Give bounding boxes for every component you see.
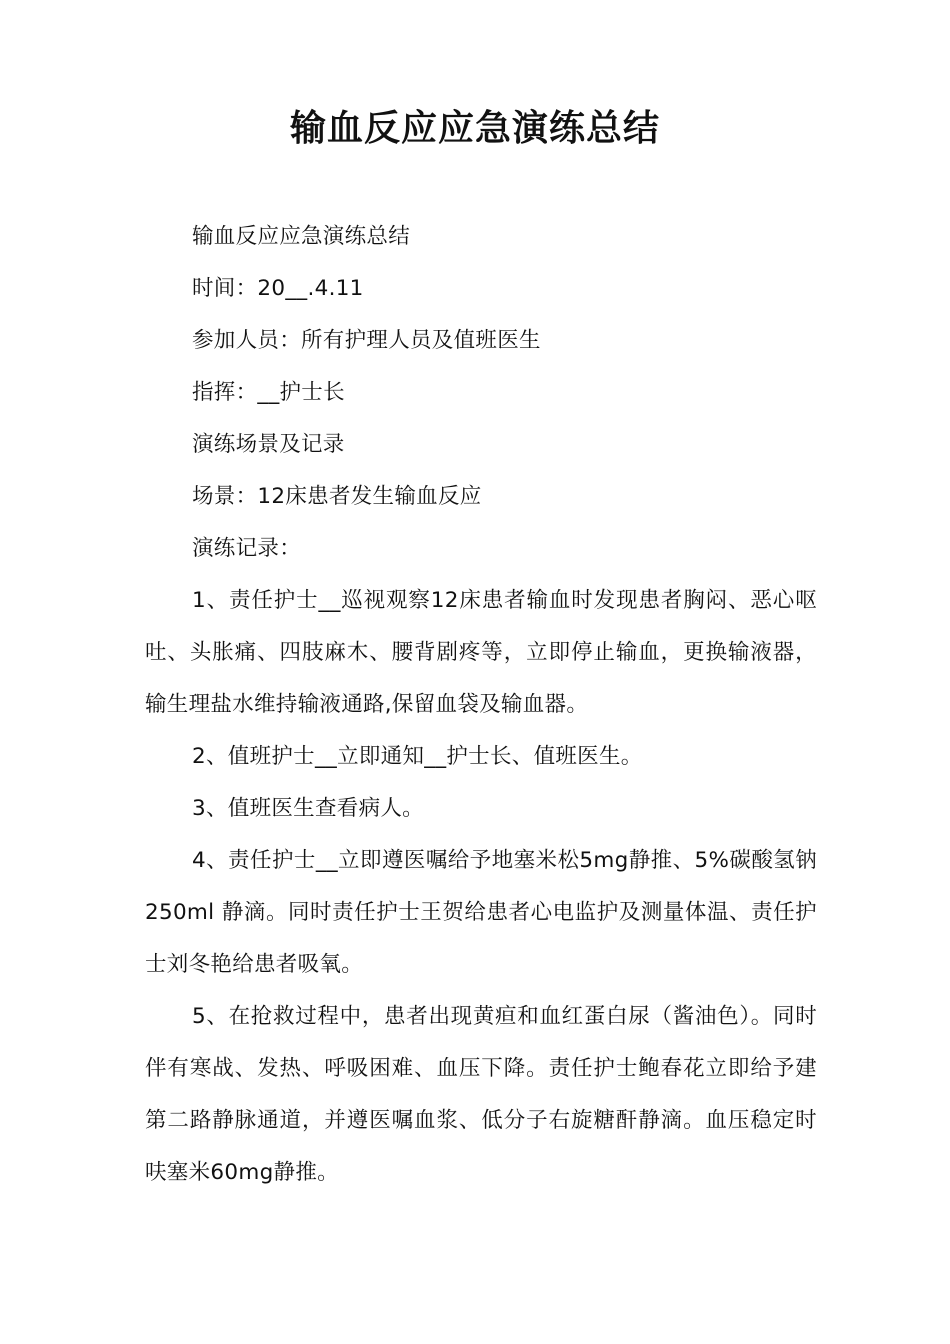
paragraph-participants: 参加人员：所有护理人员及值班医生 [192, 328, 541, 353]
paragraph-step-4: 4、责任护士__立即遵医嘱给予地塞米松5mg静推、5%碳酸氢钠 250ml 静滴。同时责任护士王贺给患者心电监护及测量体温、责任护士刘冬艳给患者吸氧。 [145, 848, 817, 977]
paragraph-step-5: 5、在抢救过程中，患者出现黄疸和血红蛋白尿（酱油色）。同时伴有寒战、发热、呼吸困难、血压下降。责任护士鲍春花立即给予建第二路静脉通道，并遵医嘱血浆、低分子右旋糖酐静滴。血压稳定时呋塞米60mg静推。 [145, 1004, 817, 1185]
document-title: 输血反应应急演练总结 [289, 108, 660, 149]
paragraph-record-heading: 演练记录： [192, 536, 302, 561]
paragraph-commander: 指挥：__护士长 [192, 380, 345, 405]
paragraph-heading: 输血反应应急演练总结 [192, 224, 411, 249]
paragraph-step-2: 2、值班护士__立即通知__护士长、值班医生。 [192, 744, 643, 769]
paragraph-step-3: 3、值班医生查看病人。 [192, 796, 424, 821]
paragraph-scene: 场景：12床患者发生输血反应 [192, 484, 482, 509]
paragraph-scene-heading: 演练场景及记录 [192, 432, 345, 457]
paragraph-step-1: 1、责任护士__巡视观察12床患者输血时发现患者胸闷、恶心呕吐、头胀痛、四肢麻木、腰背剧疼等，立即停止输血，更换输液器，输生理盐水维持输液通路,保留血袋及输血器。 [145, 588, 817, 717]
document-body [145, 211, 817, 1199]
paragraph-time: 时间：20__.4.11 [192, 276, 364, 301]
